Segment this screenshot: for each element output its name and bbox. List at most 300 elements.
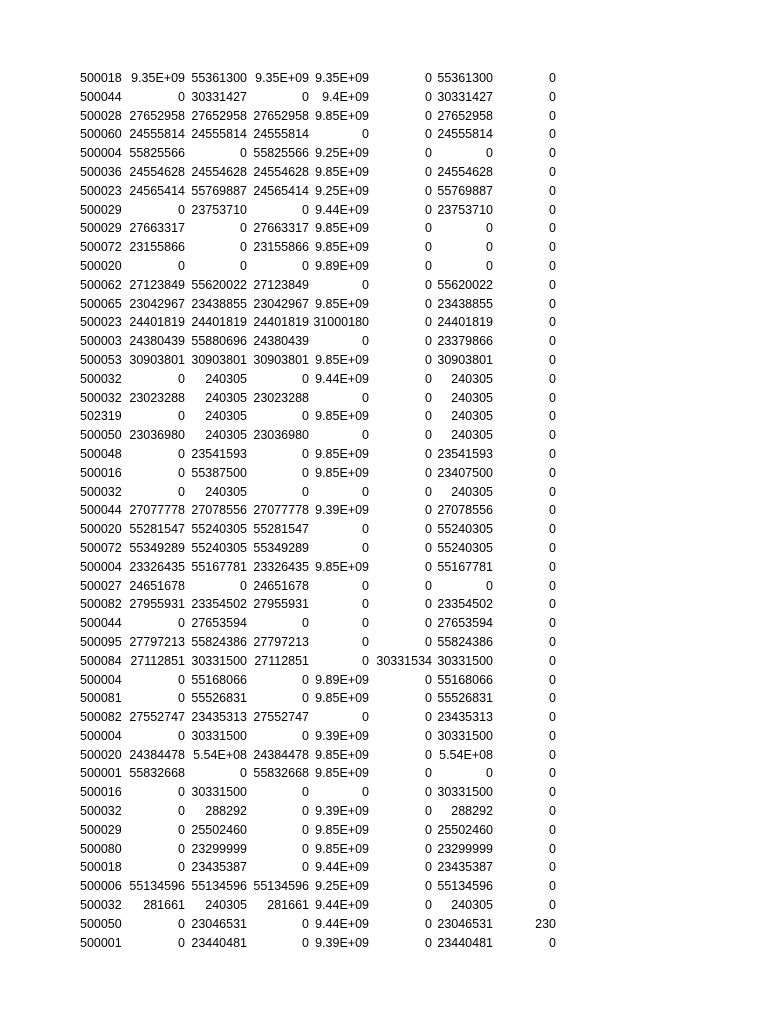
- table-cell[interactable]: 0: [549, 296, 556, 311]
- table-cell[interactable]: 0: [486, 578, 493, 593]
- table-cell[interactable]: 500018: [80, 860, 122, 875]
- table-cell[interactable]: 30331500: [191, 785, 247, 800]
- table-cell[interactable]: 24651678: [253, 578, 309, 593]
- table-cell[interactable]: 0: [425, 860, 432, 875]
- table-cell[interactable]: 24401819: [253, 315, 309, 330]
- table-cell[interactable]: 500050: [80, 428, 122, 443]
- table-cell[interactable]: 0: [549, 597, 556, 612]
- table-cell[interactable]: 23541593: [437, 446, 493, 461]
- table-cell[interactable]: 281661: [267, 898, 309, 913]
- table-cell[interactable]: 240305: [451, 898, 493, 913]
- table-cell[interactable]: 0: [302, 785, 309, 800]
- table-cell[interactable]: 0: [302, 841, 309, 856]
- table-cell[interactable]: 0: [425, 164, 432, 179]
- table-cell[interactable]: 23541593: [191, 446, 247, 461]
- table-cell[interactable]: 500065: [80, 296, 122, 311]
- table-cell[interactable]: 0: [425, 334, 432, 349]
- table-cell[interactable]: 9.25E+09: [315, 146, 369, 161]
- table-cell[interactable]: 9.39E+09: [315, 804, 369, 819]
- table-cell[interactable]: 0: [302, 202, 309, 217]
- table-cell[interactable]: 23435313: [437, 710, 493, 725]
- table-cell[interactable]: 27077778: [129, 503, 185, 518]
- table-cell[interactable]: 500020: [80, 747, 122, 762]
- table-cell[interactable]: 0: [178, 935, 185, 950]
- table-cell[interactable]: 0: [486, 766, 493, 781]
- table-cell[interactable]: 30331427: [437, 89, 493, 104]
- table-cell[interactable]: 0: [425, 258, 432, 273]
- table-cell[interactable]: 500020: [80, 522, 122, 537]
- table-cell[interactable]: 0: [240, 578, 247, 593]
- table-cell[interactable]: 0: [302, 728, 309, 743]
- table-cell[interactable]: 500016: [80, 785, 122, 800]
- table-cell[interactable]: 30331500: [437, 728, 493, 743]
- table-cell[interactable]: 0: [549, 240, 556, 255]
- table-cell[interactable]: 0: [302, 691, 309, 706]
- table-cell[interactable]: 500032: [80, 484, 122, 499]
- table-cell[interactable]: 55361300: [437, 71, 493, 85]
- table-cell[interactable]: 55832668: [129, 766, 185, 781]
- table-cell[interactable]: 0: [362, 785, 369, 800]
- table-cell[interactable]: 500044: [80, 616, 122, 631]
- table-cell[interactable]: 0: [302, 822, 309, 837]
- table-cell[interactable]: 0: [362, 616, 369, 631]
- table-cell[interactable]: 55825566: [253, 146, 309, 161]
- table-cell[interactable]: 0: [302, 258, 309, 273]
- table-cell[interactable]: 0: [549, 634, 556, 649]
- table-cell[interactable]: 0: [549, 371, 556, 386]
- table-cell[interactable]: 0: [549, 672, 556, 687]
- table-cell[interactable]: 0: [425, 221, 432, 236]
- table-cell[interactable]: 500006: [80, 879, 122, 894]
- table-cell[interactable]: 9.44E+09: [315, 860, 369, 875]
- table-cell[interactable]: 0: [302, 616, 309, 631]
- table-cell[interactable]: 0: [549, 221, 556, 236]
- table-cell[interactable]: 230: [535, 916, 556, 931]
- table-cell[interactable]: 9.35E+09: [255, 71, 309, 85]
- table-cell[interactable]: 9.35E+09: [315, 71, 369, 85]
- table-cell[interactable]: 24401819: [437, 315, 493, 330]
- table-cell[interactable]: 0: [549, 766, 556, 781]
- table-cell[interactable]: 27112851: [254, 653, 309, 668]
- table-cell[interactable]: 55832668: [253, 766, 309, 781]
- table-cell[interactable]: 9.85E+09: [315, 352, 369, 367]
- table-cell[interactable]: 0: [425, 935, 432, 950]
- table-cell[interactable]: 0: [486, 221, 493, 236]
- table-cell[interactable]: 0: [302, 916, 309, 931]
- table-cell[interactable]: 23354502: [191, 597, 247, 612]
- table-cell[interactable]: 0: [549, 822, 556, 837]
- table-cell[interactable]: 0: [549, 465, 556, 480]
- table-cell[interactable]: 55349289: [129, 540, 185, 555]
- table-cell[interactable]: 23440481: [191, 935, 247, 950]
- table-cell[interactable]: 55825566: [129, 146, 185, 161]
- table-cell[interactable]: 24565414: [129, 183, 185, 198]
- table-cell[interactable]: 9.44E+09: [315, 371, 369, 386]
- table-cell[interactable]: 0: [425, 804, 432, 819]
- table-cell[interactable]: 0: [425, 616, 432, 631]
- table-cell[interactable]: 27652958: [191, 108, 247, 123]
- table-cell[interactable]: 240305: [205, 409, 247, 424]
- table-cell[interactable]: 27123849: [129, 277, 185, 292]
- table-cell[interactable]: 9.44E+09: [315, 202, 369, 217]
- table-cell[interactable]: 0: [362, 634, 369, 649]
- table-cell[interactable]: 9.85E+09: [315, 164, 369, 179]
- table-cell[interactable]: 25502460: [437, 822, 493, 837]
- table-cell[interactable]: 55168066: [437, 672, 493, 687]
- table-cell[interactable]: 0: [302, 860, 309, 875]
- table-cell[interactable]: 0: [362, 390, 369, 405]
- table-cell[interactable]: 0: [425, 446, 432, 461]
- table-cell[interactable]: 240305: [205, 371, 247, 386]
- table-cell[interactable]: 500072: [80, 240, 122, 255]
- table-cell[interactable]: 55281547: [253, 522, 309, 537]
- table-cell[interactable]: 23042967: [253, 296, 309, 311]
- table-cell[interactable]: 500044: [80, 503, 122, 518]
- table-cell[interactable]: 9.85E+09: [315, 559, 369, 574]
- table-cell[interactable]: 9.85E+09: [315, 108, 369, 123]
- table-cell[interactable]: 27652958: [437, 108, 493, 123]
- table-cell[interactable]: 240305: [451, 390, 493, 405]
- table-cell[interactable]: 0: [178, 409, 185, 424]
- table-cell[interactable]: 0: [178, 728, 185, 743]
- table-cell[interactable]: 27123849: [253, 277, 309, 292]
- table-cell[interactable]: 0: [425, 428, 432, 443]
- table-cell[interactable]: 23379866: [437, 334, 493, 349]
- table-cell[interactable]: 281661: [143, 898, 185, 913]
- table-cell[interactable]: 0: [425, 484, 432, 499]
- table-cell[interactable]: 27078556: [191, 503, 247, 518]
- table-cell[interactable]: 27955931: [129, 597, 185, 612]
- table-cell[interactable]: 0: [425, 371, 432, 386]
- table-cell[interactable]: 27663317: [253, 221, 309, 236]
- table-cell[interactable]: 23046531: [191, 916, 247, 931]
- table-cell[interactable]: 23354502: [437, 597, 493, 612]
- table-cell[interactable]: 500072: [80, 540, 122, 555]
- table-cell[interactable]: 0: [549, 747, 556, 762]
- table-cell[interactable]: 9.85E+09: [315, 766, 369, 781]
- table-cell[interactable]: 0: [549, 202, 556, 217]
- table-cell[interactable]: 500023: [80, 183, 122, 198]
- table-cell[interactable]: 0: [362, 710, 369, 725]
- table-cell[interactable]: 30903801: [253, 352, 309, 367]
- table-cell[interactable]: 27112851: [130, 653, 185, 668]
- table-cell[interactable]: 30331500: [191, 653, 247, 668]
- table-cell[interactable]: 27652958: [129, 108, 185, 123]
- table-cell[interactable]: 0: [549, 616, 556, 631]
- table-cell[interactable]: 0: [549, 578, 556, 593]
- table-cell[interactable]: 9.44E+09: [315, 898, 369, 913]
- table-cell[interactable]: 0: [549, 804, 556, 819]
- table-cell[interactable]: 9.89E+09: [315, 672, 369, 687]
- table-cell[interactable]: 0: [425, 352, 432, 367]
- table-cell[interactable]: 23036980: [253, 428, 309, 443]
- table-cell[interactable]: 500020: [80, 258, 122, 273]
- table-cell[interactable]: 55824386: [437, 634, 493, 649]
- table-cell[interactable]: 500036: [80, 164, 122, 179]
- table-cell[interactable]: 0: [549, 728, 556, 743]
- table-cell[interactable]: 0: [425, 409, 432, 424]
- table-cell[interactable]: 55134596: [129, 879, 185, 894]
- table-cell[interactable]: 9.85E+09: [315, 822, 369, 837]
- table-cell[interactable]: 0: [549, 277, 556, 292]
- table-cell[interactable]: 9.39E+09: [315, 935, 369, 950]
- table-cell[interactable]: 0: [425, 522, 432, 537]
- table-cell[interactable]: 9.85E+09: [315, 296, 369, 311]
- table-cell[interactable]: 30331427: [191, 89, 247, 104]
- table-cell[interactable]: 0: [425, 916, 432, 931]
- table-cell[interactable]: 0: [549, 653, 556, 668]
- table-cell[interactable]: 55167781: [191, 559, 247, 574]
- table-cell[interactable]: 0: [425, 390, 432, 405]
- table-cell[interactable]: 0: [549, 108, 556, 123]
- table-cell[interactable]: 55361300: [191, 71, 247, 85]
- table-cell[interactable]: 0: [549, 691, 556, 706]
- table-cell[interactable]: 240305: [451, 371, 493, 386]
- table-cell[interactable]: 0: [362, 428, 369, 443]
- table-cell[interactable]: 500062: [80, 277, 122, 292]
- table-cell[interactable]: 0: [425, 540, 432, 555]
- table-cell[interactable]: 500027: [80, 578, 122, 593]
- table-cell[interactable]: 0: [178, 465, 185, 480]
- table-cell[interactable]: 0: [362, 578, 369, 593]
- table-cell[interactable]: 55526831: [191, 691, 247, 706]
- table-cell[interactable]: 0: [425, 634, 432, 649]
- table-cell[interactable]: 0: [425, 465, 432, 480]
- table-cell[interactable]: 0: [425, 728, 432, 743]
- table-cell[interactable]: 23023288: [253, 390, 309, 405]
- table-cell[interactable]: 30903801: [191, 352, 247, 367]
- table-cell[interactable]: 500001: [80, 935, 122, 950]
- table-cell[interactable]: 0: [425, 503, 432, 518]
- table-cell[interactable]: 0: [549, 785, 556, 800]
- table-cell[interactable]: 55240305: [437, 540, 493, 555]
- table-cell[interactable]: 0: [549, 935, 556, 950]
- table-cell[interactable]: 0: [549, 879, 556, 894]
- table-cell[interactable]: 500032: [80, 390, 122, 405]
- table-cell[interactable]: 0: [549, 710, 556, 725]
- table-cell[interactable]: 0: [549, 164, 556, 179]
- table-cell[interactable]: 0: [549, 315, 556, 330]
- table-cell[interactable]: 23326435: [253, 559, 309, 574]
- table-cell[interactable]: 288292: [205, 804, 247, 819]
- table-cell[interactable]: 0: [425, 559, 432, 574]
- table-cell[interactable]: 30331534: [376, 653, 432, 668]
- table-cell[interactable]: 27797213: [253, 634, 309, 649]
- table-cell[interactable]: 30331500: [437, 785, 493, 800]
- table-cell[interactable]: 27652958: [253, 108, 309, 123]
- table-cell[interactable]: 9.25E+09: [315, 879, 369, 894]
- table-cell[interactable]: 55387500: [191, 465, 247, 480]
- table-cell[interactable]: 0: [178, 258, 185, 273]
- table-cell[interactable]: 23036980: [129, 428, 185, 443]
- table-cell[interactable]: 24555814: [253, 127, 309, 142]
- table-cell[interactable]: 23299999: [191, 841, 247, 856]
- table-cell[interactable]: 24554628: [253, 164, 309, 179]
- table-cell[interactable]: 24565414: [253, 183, 309, 198]
- table-cell[interactable]: 24380439: [129, 334, 185, 349]
- table-cell[interactable]: 288292: [451, 804, 493, 819]
- table-cell[interactable]: 30331500: [437, 653, 493, 668]
- table-cell[interactable]: 500001: [80, 766, 122, 781]
- table-cell[interactable]: 9.85E+09: [315, 465, 369, 480]
- table-cell[interactable]: 0: [425, 710, 432, 725]
- table-cell[interactable]: 0: [425, 766, 432, 781]
- table-cell[interactable]: 0: [178, 822, 185, 837]
- table-cell[interactable]: 0: [425, 240, 432, 255]
- table-cell[interactable]: 55824386: [191, 634, 247, 649]
- table-cell[interactable]: 27552747: [129, 710, 185, 725]
- table-cell[interactable]: 30331500: [191, 728, 247, 743]
- table-cell[interactable]: 23155866: [129, 240, 185, 255]
- table-cell[interactable]: 0: [425, 578, 432, 593]
- table-cell[interactable]: 0: [362, 484, 369, 499]
- table-cell[interactable]: 0: [425, 146, 432, 161]
- table-cell[interactable]: 0: [425, 108, 432, 123]
- table-cell[interactable]: 0: [178, 860, 185, 875]
- table-cell[interactable]: 0: [425, 315, 432, 330]
- table-cell[interactable]: 0: [549, 428, 556, 443]
- table-cell[interactable]: 0: [425, 785, 432, 800]
- table-cell[interactable]: 0: [362, 334, 369, 349]
- table-cell[interactable]: 0: [425, 879, 432, 894]
- table-cell[interactable]: 25502460: [191, 822, 247, 837]
- table-cell[interactable]: 500053: [80, 352, 122, 367]
- table-cell[interactable]: 0: [302, 465, 309, 480]
- table-cell[interactable]: 0: [362, 127, 369, 142]
- table-cell[interactable]: 500048: [80, 446, 122, 461]
- table-cell[interactable]: 500029: [80, 202, 122, 217]
- table-cell[interactable]: 0: [302, 672, 309, 687]
- table-cell[interactable]: 500082: [80, 597, 122, 612]
- table-cell[interactable]: 500044: [80, 89, 122, 104]
- table-cell[interactable]: 23042967: [129, 296, 185, 311]
- table-cell[interactable]: 0: [549, 183, 556, 198]
- table-cell[interactable]: 55240305: [191, 522, 247, 537]
- table-cell[interactable]: 0: [240, 240, 247, 255]
- table-cell[interactable]: 500095: [80, 634, 122, 649]
- table-cell[interactable]: 500004: [80, 559, 122, 574]
- table-cell[interactable]: 0: [302, 935, 309, 950]
- table-cell[interactable]: 23155866: [253, 240, 309, 255]
- table-cell[interactable]: 23753710: [437, 202, 493, 217]
- table-cell[interactable]: 9.85E+09: [315, 747, 369, 762]
- table-cell[interactable]: 55168066: [191, 672, 247, 687]
- table-cell[interactable]: 0: [425, 597, 432, 612]
- table-cell[interactable]: 5.54E+08: [193, 747, 247, 762]
- table-cell[interactable]: 0: [302, 484, 309, 499]
- table-cell[interactable]: 55281547: [129, 522, 185, 537]
- table-cell[interactable]: 0: [549, 409, 556, 424]
- table-cell[interactable]: 0: [549, 559, 556, 574]
- table-cell[interactable]: 24554628: [437, 164, 493, 179]
- table-cell[interactable]: 0: [486, 258, 493, 273]
- table-cell[interactable]: 0: [425, 672, 432, 687]
- table-cell[interactable]: 240305: [205, 898, 247, 913]
- table-cell[interactable]: 23046531: [437, 916, 493, 931]
- table-cell[interactable]: 500032: [80, 804, 122, 819]
- table-cell[interactable]: 0: [486, 146, 493, 161]
- table-cell[interactable]: 9.85E+09: [315, 691, 369, 706]
- table-cell[interactable]: 240305: [451, 484, 493, 499]
- table-cell[interactable]: 240305: [451, 428, 493, 443]
- table-cell[interactable]: 24555814: [437, 127, 493, 142]
- table-cell[interactable]: 0: [425, 822, 432, 837]
- table-cell[interactable]: 500018: [80, 71, 122, 85]
- table-cell[interactable]: 0: [549, 484, 556, 499]
- table-cell[interactable]: 24555814: [129, 127, 185, 142]
- table-cell[interactable]: 9.39E+09: [315, 728, 369, 743]
- table-cell[interactable]: 0: [178, 202, 185, 217]
- table-cell[interactable]: 500084: [80, 653, 122, 668]
- table-cell[interactable]: 0: [425, 71, 432, 85]
- table-cell[interactable]: 0: [425, 296, 432, 311]
- table-cell[interactable]: 0: [549, 258, 556, 273]
- table-cell[interactable]: 240305: [205, 390, 247, 405]
- table-cell[interactable]: 0: [362, 653, 369, 668]
- table-cell[interactable]: 9.85E+09: [315, 841, 369, 856]
- table-cell[interactable]: 27078556: [437, 503, 493, 518]
- table-cell[interactable]: 240305: [205, 428, 247, 443]
- table-cell[interactable]: 23438855: [437, 296, 493, 311]
- table-cell[interactable]: 500004: [80, 146, 122, 161]
- table-cell[interactable]: 0: [240, 258, 247, 273]
- table-cell[interactable]: 0: [425, 127, 432, 142]
- table-cell[interactable]: 0: [178, 89, 185, 104]
- table-cell[interactable]: 0: [549, 540, 556, 555]
- table-cell[interactable]: 55240305: [191, 540, 247, 555]
- table-cell[interactable]: 0: [302, 446, 309, 461]
- table-cell[interactable]: 502319: [80, 409, 122, 424]
- table-cell[interactable]: 0: [302, 409, 309, 424]
- table-cell[interactable]: 27955931: [253, 597, 309, 612]
- table-cell[interactable]: 23299999: [437, 841, 493, 856]
- table-cell[interactable]: 0: [549, 860, 556, 875]
- table-cell[interactable]: 24401819: [191, 315, 247, 330]
- table-cell[interactable]: 9.35E+09: [131, 71, 185, 85]
- table-cell[interactable]: 0: [178, 371, 185, 386]
- table-cell[interactable]: 0: [549, 352, 556, 367]
- table-cell[interactable]: 0: [240, 146, 247, 161]
- table-cell[interactable]: 24380439: [253, 334, 309, 349]
- table-cell[interactable]: 0: [362, 277, 369, 292]
- table-cell[interactable]: 0: [425, 691, 432, 706]
- table-cell[interactable]: 9.85E+09: [315, 221, 369, 236]
- table-cell[interactable]: 0: [549, 390, 556, 405]
- table-cell[interactable]: 24555814: [191, 127, 247, 142]
- table-cell[interactable]: 500080: [80, 841, 122, 856]
- table-cell[interactable]: 55134596: [437, 879, 493, 894]
- table-cell[interactable]: 24554628: [191, 164, 247, 179]
- table-cell[interactable]: 0: [549, 127, 556, 142]
- table-cell[interactable]: 27552747: [253, 710, 309, 725]
- table-cell[interactable]: 9.85E+09: [315, 446, 369, 461]
- table-cell[interactable]: 23438855: [191, 296, 247, 311]
- table-cell[interactable]: 55620022: [191, 277, 247, 292]
- table-cell[interactable]: 23753710: [191, 202, 247, 217]
- table-cell[interactable]: 24554628: [129, 164, 185, 179]
- table-cell[interactable]: 27653594: [437, 616, 493, 631]
- table-cell[interactable]: 0: [549, 71, 556, 85]
- table-cell[interactable]: 0: [549, 334, 556, 349]
- table-cell[interactable]: 0: [178, 484, 185, 499]
- table-cell[interactable]: 500029: [80, 221, 122, 236]
- table-cell[interactable]: 0: [178, 691, 185, 706]
- table-cell[interactable]: 27077778: [253, 503, 309, 518]
- table-cell[interactable]: 9.44E+09: [315, 916, 369, 931]
- table-cell[interactable]: 23407500: [437, 465, 493, 480]
- table-cell[interactable]: 500023: [80, 315, 122, 330]
- table-cell[interactable]: 500032: [80, 898, 122, 913]
